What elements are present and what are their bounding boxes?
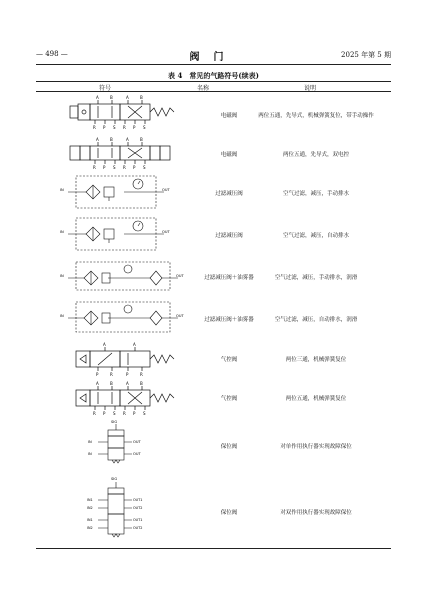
svg-text:A: A [126,381,129,386]
page-number: — 498 — [36,50,68,58]
filter-regulator-symbol [58,172,198,212]
svg-text:B: B [110,381,113,386]
svg-text:R: R [93,125,96,130]
svg-text:OUT: OUT [162,188,170,192]
svg-text:IN: IN [60,274,64,278]
solenoid-valve-symbol [58,92,198,136]
svg-text:S: S [143,125,146,130]
table-row [36,340,391,378]
svg-text:IN: IN [60,230,64,234]
row-name: 气控阀 [220,396,238,402]
svg-text:IN2: IN2 [87,506,93,510]
svg-text:OUT: OUT [176,274,184,278]
table-row [36,256,391,296]
svg-text:B: B [140,137,143,142]
svg-text:OUT2: OUT2 [133,506,143,510]
svg-text:OUT2: OUT2 [133,526,143,530]
svg-text:R: R [123,165,126,170]
row-description: 空气过滤，减压，手动排水 [282,191,349,197]
table-row [36,172,391,212]
journal-title: 阀门 [189,52,238,63]
svg-text:SIG: SIG [111,420,118,424]
row-name: 过滤减压阀＋油雾器 [204,275,254,281]
svg-text:IN2: IN2 [87,526,93,530]
table-bottom-rule [36,548,391,549]
row-description: 对单作用执行器实现故障保位 [280,444,352,450]
svg-text:OUT: OUT [133,452,141,456]
col-header-desc: 说明 [303,85,316,92]
header-rule [36,64,391,65]
svg-text:P: P [133,411,136,416]
row-description: 两位五通，先导式，双电控 [282,152,349,158]
svg-text:S: S [113,165,116,170]
running-header [36,50,391,62]
issue-label: 2025 年第 5 期 [341,51,391,59]
air-pilot-valve-symbol [58,340,198,378]
col-header-symbol: 符号 [98,85,111,92]
svg-text:S: S [143,411,146,416]
svg-text:R: R [123,125,126,130]
svg-text:OUT: OUT [133,440,141,444]
svg-text:R: R [93,165,96,170]
row-description: 空气过滤，减压，手动排水，润滑 [274,275,358,281]
table-row [36,474,391,548]
svg-text:SIG: SIG [111,477,118,481]
svg-text:A: A [96,95,99,100]
svg-text:IN: IN [60,314,64,318]
svg-text:R: R [110,372,113,377]
row-name: 过滤减压阀 [215,191,243,197]
svg-text:S: S [143,165,146,170]
row-name: 保位阀 [220,510,238,516]
svg-text:OUT: OUT [162,230,170,234]
row-description: 对双作用执行器实现故障保位 [280,510,352,516]
svg-text:A: A [96,381,99,386]
svg-text:IN1: IN1 [87,498,93,502]
svg-text:P: P [103,411,106,416]
table-row [36,418,391,474]
svg-text:B: B [140,381,143,386]
svg-text:IN1: IN1 [87,518,93,522]
svg-text:B: B [110,137,113,142]
frl-unit-symbol [58,256,198,296]
double-solenoid-valve-symbol [58,136,198,172]
svg-text:P: P [133,125,136,130]
svg-text:A: A [133,342,136,347]
row-description: 空气过滤，减压，自动排水 [282,233,349,239]
lock-up-valve-symbol [58,418,198,474]
row-description: 两位三通，机械弹簧复位 [285,357,347,363]
svg-text:IN: IN [88,452,92,456]
row-name: 过滤减压阀 [215,233,243,239]
table-top-rule [36,81,391,82]
table-row [36,378,391,418]
row-description: 两位五通，先导式，机械弹簧复位，带手动操作 [258,113,374,119]
filter-regulator-auto-drain-symbol [58,212,198,256]
svg-text:R: R [123,411,126,416]
svg-text:B: B [140,95,143,100]
svg-text:A: A [126,95,129,100]
svg-text:P: P [96,372,99,377]
row-name: 电磁阀 [220,152,238,158]
row-name: 电磁阀 [220,113,238,119]
table-row [36,212,391,256]
svg-text:R: R [140,372,143,377]
svg-text:IN: IN [60,188,64,192]
row-name: 过滤减压阀＋油雾器 [204,317,254,323]
svg-text:OUT1: OUT1 [133,498,143,502]
lock-up-valve-double-symbol [58,474,198,548]
svg-text:S: S [113,411,116,416]
svg-text:P: P [126,372,129,377]
svg-text:A: A [103,342,106,347]
table-row [36,136,391,172]
svg-text:P: P [103,165,106,170]
table-caption: 表 4 常见的气路符号(续表) [168,71,259,80]
svg-text:IN: IN [88,440,92,444]
row-name: 保位阀 [220,444,238,450]
svg-text:A: A [126,137,129,142]
frl-unit-auto-drain-symbol [58,296,198,340]
svg-text:P: P [103,125,106,130]
svg-text:R: R [93,411,96,416]
air-pilot-five-way-valve-symbol [58,378,198,418]
svg-text:S: S [113,125,116,130]
table-row [36,92,391,136]
svg-text:P: P [133,165,136,170]
row-name: 气控阀 [220,357,238,363]
svg-text:A: A [96,137,99,142]
svg-text:B: B [110,95,113,100]
row-description: 两位五通，机械弹簧复位 [285,396,347,402]
table-row [36,296,391,340]
row-description: 空气过滤，减压，自动排水，润滑 [274,317,358,323]
svg-text:OUT1: OUT1 [133,518,143,522]
svg-text:OUT: OUT [176,314,184,318]
col-header-name: 名称 [196,85,209,92]
